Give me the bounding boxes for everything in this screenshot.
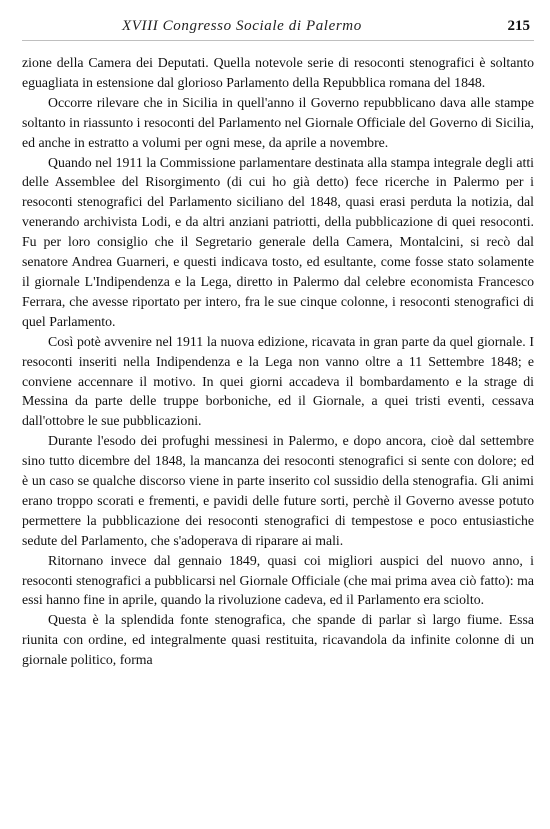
paragraph: Questa è la splendida fonte stenografica, che spande di parlar sì largo fiume. Essa riunita con ordine, ed integralmente quasi restituita, ricavandola da infinite colonne di un giornale politico, forma [22,612,534,668]
paragraph: Occorre rilevare che in Sicilia in quell'anno il Governo repubblicano dava alle stampe soltanto in riassunto i resoconti del Parlamento nel Giornale Officiale del Governo di Sicilia, ed anche in estratto a volumi per ogni mese, da aprile a novembre. [22,94,534,150]
paragraph: Così potè avvenire nel 1911 la nuova edizione, ricavata in gran parte da quel giornale. I resoconti inseriti nella Indipendenza e la Lega non vanno oltre a 11 Settembre 1848; e conviene accennare il motivo. In quei giorni accadeva il bombardamento e la strage di Messina da parte delle truppe borboniche, ed il Giornale, a quei tristi eventi, cessava dall'ottobre le sue pubblicazioni. [22,333,534,429]
paragraph-continuation: zione della Camera dei Deputati. Quella notevole serie di resoconti stenografici è soltanto eguagliata in estensione dal glorioso Parlamento della Repubblica romana del 1848. [22,55,534,90]
paragraph: Quando nel 1911 la Commissione parlamentare destinata alla stampa integrale degli atti delle Assemblee del Risorgimento (di cui ho già detto) fece ricerche in Palermo per i resoconti stenografici del Parlamento siciliano del 1848, quasi erasi perduta la notizia, dal venerando archivista Lodi, e da altri anziani patriotti, della pubblicazione di quei resoconti. Fu per loro consiglio che il Segretario generale della Camera, Montalcini, si recò dal senatore Andrea Guarneri, e questi indicava tosto, ed esultante, come fosse stato solamente il giornale L'Indipendenza e la Lega, diretto in Palermo dal celebre economista Francesco Ferrara, che avesse riportato per intero, fra le sue cinque colonne, i resoconti stenografici di quel Parlamento. [22,154,534,329]
paragraph: Ritornano invece dal gennaio 1849, quasi coi migliori auspici del nuovo anno, i resoconti stenografici a pubblicarsi nel Giornale Officiale (che mai prima avea ciò fatto): ma essi hanno fine in aprile, quando la rivoluzione cadeva, ed il Parlamento era sciolto. [22,552,534,608]
body-text [22,53,534,670]
paragraph: Durante l'esodo dei profughi messinesi in Palermo, e dopo ancora, cioè dal settembre sino tutto dicembre del 1848, la mancanza dei resoconti stenografici si sente con dolore; ed è un caso se qualche discorso viene in parte inserito col sussidio della stenografia. Gli animi erano troppo scorati e frementi, e pavidi delle future sorti, perchè il Governo avesse potuto permettere la pubblicazione dei resoconti stenografici di tempestose e poco entusiastiche sedute del Parlamento, che s'adoperava di riparare ai mali. [22,433,534,548]
page-header [22,10,534,41]
page-number: 215 [507,18,530,34]
book-page [22,10,534,822]
running-title: XVIII Congresso Sociale di Palermo [122,18,362,34]
